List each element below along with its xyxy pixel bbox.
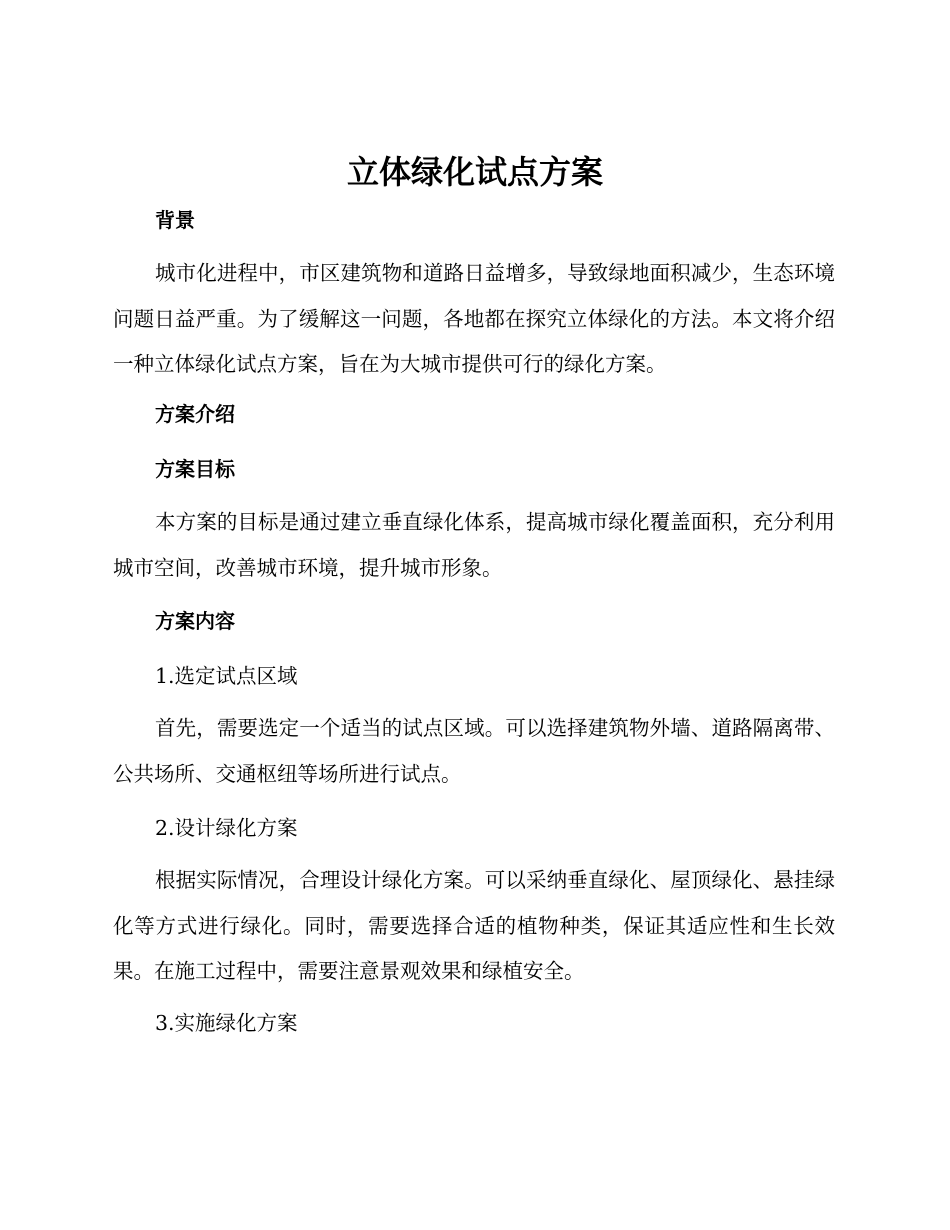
step1-title: 1.选定试点区域 xyxy=(155,664,298,688)
step1-paragraph: 首先，需要选定一个适当的试点区域。可以选择建筑物外墙、道路隔离带、公共场所、交通枢纽等场所进行试点。 xyxy=(113,716,835,786)
section-heading-content: 方案内容 xyxy=(155,609,235,633)
section-heading-goal: 方案目标 xyxy=(155,457,235,481)
step3-title: 3.实施绿化方案 xyxy=(155,1011,298,1035)
section-heading-intro: 方案介绍 xyxy=(155,402,235,426)
background-paragraph: 城市化进程中，市区建筑物和道路日益增多，导致绿地面积减少，生态环境问题日益严重。为了缓解这一问题，各地都在探究立体绿化的方法。本文将介绍一种立体绿化试点方案，旨在为大城市提供可行的绿化方案。 xyxy=(113,261,835,376)
step2-paragraph: 根据实际情况，合理设计绿化方案。可以采纳垂直绿化、屋顶绿化、悬挂绿化等方式进行绿化。同时，需要选择合适的植物种类，保证其适应性和生长效果。在施工过程中，需要注意景观效果和绿植安全。 xyxy=(113,868,835,983)
section-heading-background: 背景 xyxy=(155,208,195,232)
goal-paragraph: 本方案的目标是通过建立垂直绿化体系，提高城市绿化覆盖面积，充分利用城市空间，改善城市环境，提升城市形象。 xyxy=(113,510,835,580)
step2-title: 2.设计绿化方案 xyxy=(155,816,298,840)
document-title: 立体绿化试点方案 xyxy=(346,153,603,191)
